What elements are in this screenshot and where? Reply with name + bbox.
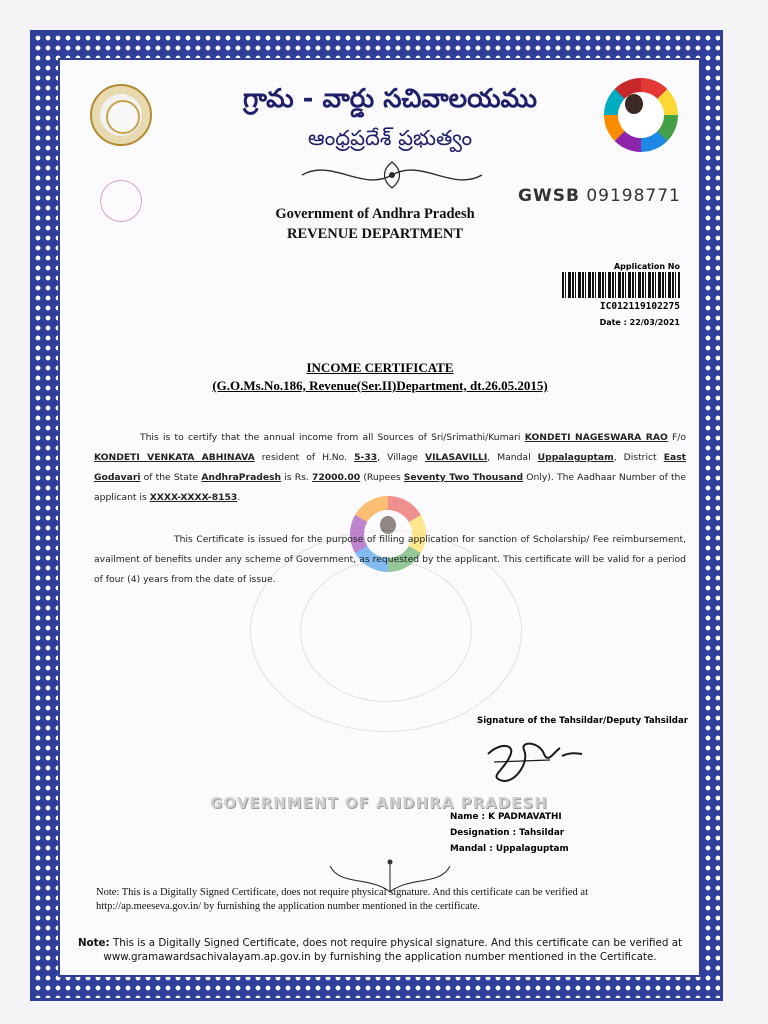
application-date: Date : 22/03/2021 — [599, 318, 680, 327]
p1-text-d: , Village — [377, 452, 418, 463]
verification-note-sachivalayam — [70, 936, 690, 964]
p1-text-f: , District — [613, 452, 657, 463]
certificate-body-p2: This Certificate is issued for the purpose of filling application for sanction of Scholarship/ Fee reimbursement, availment of benefits under any scheme of Government, as requested by the applicant. This certificate will be valid for a period of four (4) years from the date of issue. — [94, 534, 686, 585]
state: AndhraPradesh — [201, 472, 282, 483]
district: East Godavari — [94, 452, 687, 483]
p1-text-k: . — [237, 492, 241, 503]
signatory-designation: Designation : Tahsildar — [450, 828, 565, 838]
applicant-name: KONDETI NAGESWARA RAO — [524, 432, 668, 443]
dept-title: REVENUE DEPARTMENT — [286, 226, 464, 242]
application-number: IC012119102275 — [599, 301, 680, 312]
village: VILASAVILLI — [425, 452, 488, 463]
tahsildar-signature — [480, 732, 590, 792]
telugu-title: గ్రామ - వార్డు సచివాలయము — [242, 84, 538, 114]
hologram-seal — [100, 180, 142, 222]
serial-prefix: GWSB — [518, 186, 580, 206]
ornament-divider — [292, 158, 492, 192]
barcode — [562, 272, 680, 298]
ap-state-emblem — [90, 84, 152, 146]
emblem-center — [106, 100, 140, 134]
p1-text-j: Only). The Aadhaar Number of the applicant is — [94, 472, 687, 503]
certificate-title: INCOME CERTIFICATE — [306, 360, 454, 375]
p1-text-c: resident of H.No. — [261, 452, 348, 463]
p1-text-h: is Rs. — [284, 472, 309, 483]
note-text: This is a Digitally Signed Certificate, does not require physical signature. And this certificate can be verified at www.gramawardsachivalayam.ap.gov.in by furnishing the application number mentioned in the Certificate. — [103, 937, 683, 963]
mandal: Uppalaguptam — [537, 452, 614, 463]
sachivalayam-logo — [604, 78, 678, 152]
signatory-name: Name : K PADMAVATHI — [450, 812, 562, 822]
portrait-icon — [625, 94, 643, 114]
note-label: Note: — [77, 937, 110, 949]
p1-text-b: F/o — [672, 432, 687, 443]
application-label: Application No — [613, 262, 680, 271]
serial-number — [518, 186, 681, 206]
certificate-page — [58, 58, 701, 977]
gov-title: Government of Andhra Pradesh — [275, 206, 475, 222]
telugu-subtitle: ఆంధ్రప్రదేశ్ ప్రభుత్వం — [307, 126, 473, 150]
income-amount-words: Seventy Two Thousand — [403, 472, 524, 483]
verification-note-meeseva: Note: This is a Digitally Signed Certificate, does not require physical signature. And this certificate can be verified at http://ap.meeseva.gov.in/ by furnishing the application number mentioned in the certificate. — [96, 887, 588, 912]
serial-digits: 09198771 — [586, 186, 681, 206]
p1-text-i: (Rupees — [363, 472, 401, 483]
p1-text-g: of the State — [143, 472, 199, 483]
signature-label: Signature of the Tahsildar/Deputy Tahsildar — [477, 716, 688, 726]
certificate-subtitle: (G.O.Ms.No.186, Revenue(Ser.II)Department, dt.26.05.2015) — [212, 378, 548, 393]
relation-name: KONDETI VENKATA ABHINAVA — [94, 452, 255, 463]
income-amount: 72000.00 — [311, 472, 361, 483]
aadhaar-number: XXXX-XXXX-8153 — [149, 492, 238, 503]
p1-text-e: , Mandal — [487, 452, 531, 463]
house-number: 5-33 — [354, 452, 378, 463]
p1-text-a: This is to certify that the annual income from all Sources of Sri/Srimathi/Kumari — [140, 432, 521, 443]
signatory-mandal: Mandal : Uppalaguptam — [450, 844, 569, 854]
gov-stamp-text: GOVERNMENT OF ANDHRA PRADESH — [210, 794, 548, 812]
